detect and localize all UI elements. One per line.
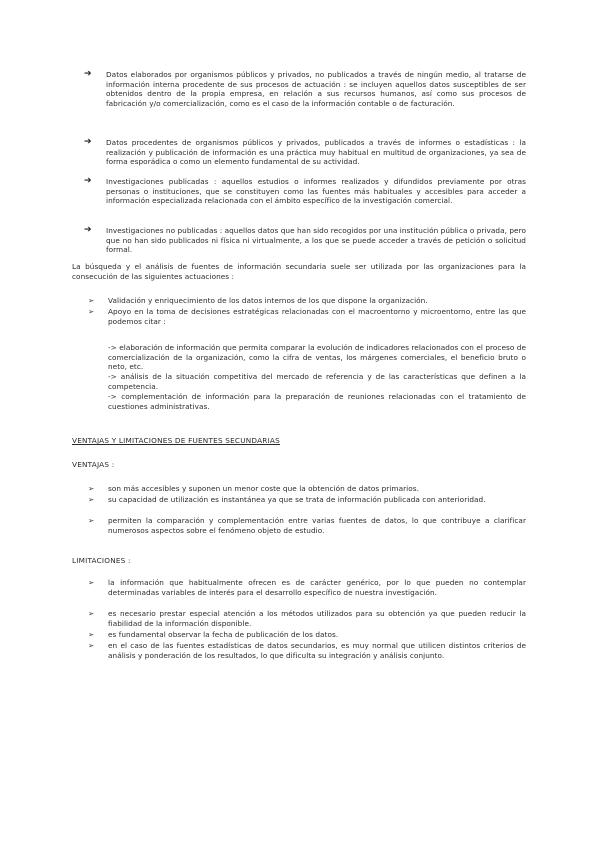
sub-item: -> elaboración de información que permita comparar la evolución de indicadores relacionados con el proceso de comercialización de la organización, como la cifra de ventas, los márgenes comerciales, el beneficio bruto o neto, etc. — [108, 343, 526, 372]
ventajas-list — [88, 484, 526, 535]
list-item-text: es fundamental observar la fecha de publicación de los datos. — [108, 630, 339, 639]
ventajas-label: VENTAJAS : — [72, 460, 115, 469]
list-item-text: Datos procedentes de organismos públicos y privados, publicados a través de informes o estadísticas : la realización y publicación de información es una práctica muy habitual en multitud de organizaciones, ya sea de forma esporádica o como un elemento fundamental de su actividad. — [106, 138, 526, 167]
limitaciones-list — [88, 578, 526, 660]
list-item — [88, 641, 526, 660]
section-title: VENTAJAS Y LIMITACIONES DE FUENTES SECUNDARIAS — [72, 436, 280, 445]
list-item-text: la información que habitualmente ofrecen es de carácter genérico, por lo que pueden no contemplar determinadas variables de interés para el desarrollo específico de nuestra investigación. — [108, 578, 526, 597]
sub-item: -> análisis de la situación competitiva del mercado de referencia y de las características que definen a la competencia. — [108, 372, 526, 391]
list-item — [88, 630, 526, 641]
list-item — [88, 609, 526, 630]
list-item-text: Investigaciones no publicadas : aquellos datos que han sido recogidos por una institución pública o privada, pero que no han sido publicados ni física ni virtualmente, a los que se puede acceder a través de petición o solicitud formal. — [106, 226, 526, 255]
list-item — [88, 516, 526, 535]
triangle-bullet-icon: ➢ — [88, 609, 95, 618]
sources-list — [84, 70, 526, 264]
triangle-bullet-icon: ➢ — [88, 516, 95, 525]
list-item-text: Datos elaborados por organismos públicos y privados, no publicados a través de ningún medio, al tratarse de información interna procedente de sus procesos de actuación : se incluyen aquellos datos susceptibles de ser obtenidos dentro de la propia empresa, en relación a sus recursos humanos, así como sus procesos de fabricación y/o comercialización, como es el caso de la información contable o de facturación. — [106, 70, 526, 108]
list-item-text: permiten la comparación y complementación entre varias fuentes de datos, lo que contribuye a clarificar numerosos aspectos sobre el fenómeno objeto de estudio. — [108, 516, 526, 535]
list-item-text: son más accesibles y suponen un menor coste que la obtención de datos primarios. — [108, 484, 419, 493]
sub-item: -> complementación de información para la preparación de reuniones relacionadas con el tratamiento de cuestiones administrativas. — [108, 392, 526, 411]
list-item-text: Validación y enriquecimiento de los datos internos de los que dispone la organización. — [108, 296, 428, 305]
list-item — [88, 484, 526, 495]
list-item — [84, 138, 526, 177]
triangle-bullet-icon: ➢ — [88, 495, 95, 504]
limitaciones-label: LIMITACIONES : — [72, 556, 131, 565]
list-item — [88, 296, 526, 307]
decision-support-items — [108, 343, 526, 411]
arrow-right-icon: ➔ — [84, 137, 92, 147]
arrow-right-icon: ➔ — [84, 69, 92, 79]
uses-list — [88, 296, 526, 326]
triangle-bullet-icon: ➢ — [88, 578, 95, 587]
list-item — [88, 495, 526, 516]
list-item — [88, 578, 526, 609]
list-item-text: su capacidad de utilización es instantánea ya que se trata de información publicada con anterioridad. — [108, 495, 486, 504]
triangle-bullet-icon: ➢ — [88, 641, 95, 650]
intro-paragraph: La búsqueda y el análisis de fuentes de información secundaria suele ser utilizada por las organizaciones para la consecución de las siguientes actuaciones : — [72, 262, 526, 281]
list-item-text: Investigaciones publicadas : aquellos estudios o informes realizados y difundidos previamente por otras personas o instituciones, que se constituyen como las fuentes más habituales y accesibles para acceder a información especializada relacionada con el ámbito específico de la investigación comercial. — [106, 177, 526, 206]
triangle-bullet-icon: ➢ — [88, 484, 95, 493]
list-item — [84, 177, 526, 226]
list-item-text: Apoyo en la toma de decisiones estratégicas relacionadas con el macroentorno y microentorno, entre las que podemos citar : — [108, 307, 526, 326]
list-item — [84, 70, 526, 138]
list-item — [84, 226, 526, 264]
arrow-right-icon: ➔ — [84, 225, 92, 235]
triangle-bullet-icon: ➢ — [88, 307, 95, 316]
list-item-text: es necesario prestar especial atención a los métodos utilizados para su obtención ya que pueden reducir la fiabilidad de la información disponible. — [108, 609, 526, 628]
list-item-text: en el caso de las fuentes estadísticas de datos secundarios, es muy normal que utilicen distintos criterios de análisis y ponderación de los resultados, lo que dificulta su integración y análisis conjunto. — [108, 641, 526, 660]
list-item — [88, 307, 526, 326]
arrow-right-icon: ➔ — [84, 176, 92, 186]
triangle-bullet-icon: ➢ — [88, 296, 95, 305]
triangle-bullet-icon: ➢ — [88, 630, 95, 639]
